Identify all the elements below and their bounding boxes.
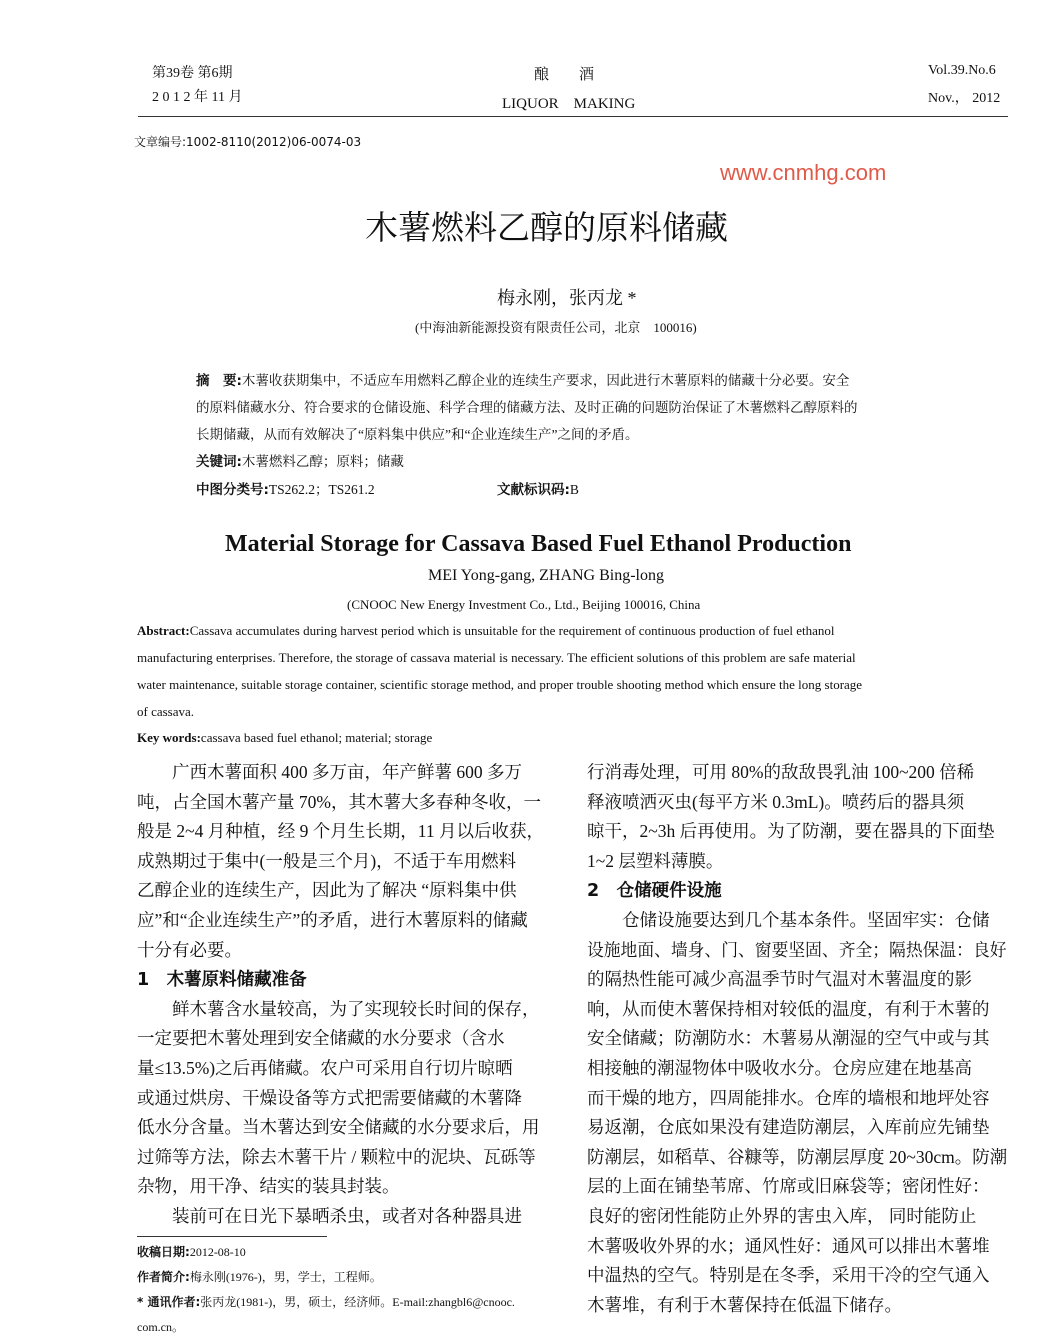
date-en: Nov.， 2012 (928, 91, 1001, 106)
authors-en: MEI Yong-gang, ZHANG Bing-long (428, 567, 664, 584)
body-line: 行消毒处理，可用 80%的敌敌畏乳油 100~200 倍稀 (587, 762, 975, 782)
footnote-rule (137, 1236, 327, 1237)
body-line: 量≤13.5%)之后再储藏。农户可采用自行切片晾晒 (137, 1058, 513, 1078)
body-line: 杂物，用干净、结实的装具封装。 (137, 1176, 400, 1197)
abstract-cn-line: 的原料储藏水分、符合要求的仓储设施、科学合理的储藏方法、及时正确的问题防治保证了木薯燃料乙醇原料的 (196, 400, 858, 415)
body-line: 低水分含量。当木薯达到安全储藏的水分要求后，用 (137, 1117, 540, 1138)
body-line: 或通过烘房、干燥设备等方式把需要储藏的木薯降 (137, 1087, 522, 1108)
affiliation-cn: (中海油新能源投资有限责任公司，北京 100016) (415, 320, 697, 335)
date-cn: 2 0 1 2 年 11 月 (152, 90, 243, 105)
header-rule (138, 116, 1008, 117)
volume-en: Vol.39.No.6 (928, 63, 996, 78)
body-line: 晾干，2~3h 后再使用。为了防潮，要在器具的下面垫 (587, 821, 995, 842)
body-line: 安全储藏；防潮防水：木薯易从潮湿的空气中或与其 (587, 1028, 990, 1049)
body-line: 的隔热性能可减少高温季节时气温对木薯温度的影 (587, 969, 972, 990)
body-line: 过筛等方法，除去木薯干片 / 颗粒中的泥块、瓦砾等 (137, 1146, 536, 1167)
body-line: 乙醇企业的连续生产，因此为了解决 “原料集中供 (137, 880, 517, 901)
body-line: 1~2 层塑料薄膜。 (587, 850, 724, 871)
author-bio: 作者简介:梅永刚(1976-)，男，学士，工程师。 (137, 1270, 382, 1284)
title-en: Material Storage for Cassava Based Fuel Ethanol Production (225, 531, 852, 557)
keywords-cn: 关键词:木薯燃料乙醇；原料；储藏 (196, 454, 404, 470)
corresponding-email-cont: com.cn。 (137, 1320, 184, 1334)
abstract-cn-line: 摘 要:木薯收获期集中，不适应车用燃料乙醇企业的连续生产要求，因此进行木薯原料的储藏十分必要。安全 (196, 373, 850, 389)
journal-cn: 酿 酒 (534, 67, 595, 83)
body-line: 易返潮，仓底如果没有建造防潮层，入库前应先铺垫 (587, 1117, 990, 1138)
abstract-en-line: manufacturing enterprises. Therefore, the storage of cassava material is necessary. The efficient solutions of this problem are safe material (137, 650, 856, 665)
body-line: 设施地面、墙身、门、窗要坚固、齐全；隔热保温：良好 (587, 939, 1007, 960)
corresponding-author: * 通讯作者:张丙龙(1981-)，男，硕士，经济师。E-mail:zhangbl6@cnooc. (137, 1295, 515, 1309)
section-heading: 2 仓储硬件设施 (587, 881, 722, 902)
clc-number: 中图分类号:TS262.2；TS261.2 (196, 482, 375, 498)
watermark: www.cnmhg.com (720, 160, 887, 185)
body-line: 释液喷洒灭虫(每平方米 0.3mL)。喷药后的器具须 (587, 791, 965, 812)
keywords-en: Key words:cassava based fuel ethanol; material; storage (137, 730, 433, 745)
body-line: 层的上面在铺垫苇席、竹席或旧麻袋等；密闭性好： (587, 1176, 990, 1197)
section-heading: 1 木薯原料储藏准备 (137, 970, 307, 991)
abstract-cn-line: 长期储藏，从而有效解决了“原料集中供应”和“企业连续生产”之间的矛盾。 (196, 427, 639, 442)
body-line: 木薯吸收外界的水；通风性好：通风可以排出木薯堆 (587, 1235, 990, 1256)
abstract-en-line: water maintenance, suitable storage container, scientific storage method, and proper trouble shooting method which ensure the long storage (137, 677, 863, 692)
volume-cn: 第39卷 第6期 (152, 66, 233, 81)
body-line: 响，从而使木薯保持相对较低的温度，有利于木薯的 (587, 998, 990, 1019)
body-line: 一定要把木薯处理到安全储藏的水分要求（含水 (137, 1028, 505, 1049)
journal-en: LIQUOR MAKING (502, 96, 636, 112)
title-cn: 木薯燃料乙醇的原料储藏 (365, 208, 728, 247)
body-line: 木薯堆，有利于木薯保持在低温下储存。 (587, 1294, 902, 1315)
body-line: 装前可在日光下暴晒杀虫，或者对各种器具进 (137, 1206, 522, 1226)
body-line: 中温热的空气。特别是在冬季，采用干冷的空气通入 (587, 1265, 990, 1286)
body-line: 相接触的潮湿物体中吸收水分。仓房应建在地基高 (587, 1058, 972, 1078)
authors-cn: 梅永刚，张丙龙 * (497, 288, 637, 308)
body-line: 仓储设施要达到几个基本条件。坚固牢实：仓储 (587, 910, 990, 930)
body-line: 良好的密闭性能防止外界的害虫入库， 同时能防止 (587, 1206, 977, 1226)
body-line: 应”和“企业连续生产”的矛盾，进行木薯原料的储藏 (137, 910, 528, 930)
body-line: 吨，占全国木薯产量 70%，其木薯大多春种冬收，一 (137, 791, 541, 812)
abstract-cn-label: 摘 要: (196, 373, 242, 389)
received-date: 收稿日期:2012-08-10 (137, 1245, 246, 1259)
body-line: 而干燥的地方，四周能排水。仓库的墙根和地坪处容 (587, 1087, 990, 1108)
body-line: 成熟期过于集中(一般是三个月)，不适于车用燃料 (137, 850, 517, 871)
body-line: 十分有必要。 (137, 939, 242, 960)
doc-code: 文献标识码:B (497, 482, 579, 498)
body-line: 鲜木薯含水量较高，为了实现较长时间的保存， (137, 998, 540, 1019)
body-line: 广西木薯面积 400 多万亩，年产鲜薯 600 多万 (137, 762, 522, 782)
abstract-en-line: of cassava. (137, 704, 195, 719)
body-line: 防潮层，如稻草、谷糠等，防潮层厚度 20~30cm。防潮 (587, 1146, 1008, 1167)
body-line: 般是 2~4 月种植，经 9 个月生长期，11 月以后收获， (137, 821, 544, 842)
affiliation-en: (CNOOC New Energy Investment Co., Ltd., Beijing 100016, China (347, 597, 701, 612)
abstract-en-line: Abstract:Cassava accumulates during harvest period which is unsuitable for the requirement of continuous production of fuel ethanol (137, 623, 835, 638)
article-id: 文章编号:1002-8110(2012)06-0074-03 (134, 135, 362, 149)
